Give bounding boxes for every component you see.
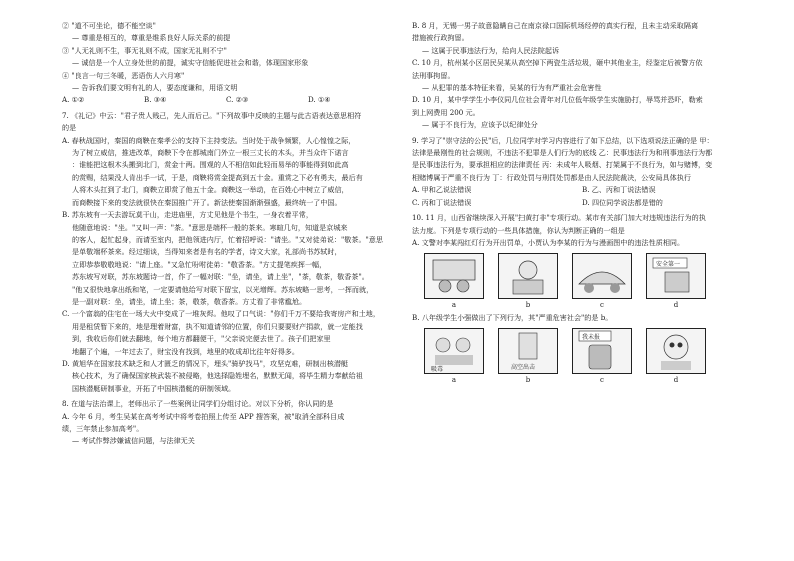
right-column xyxy=(412,20,752,387)
question-10 xyxy=(412,212,752,249)
cartoon-2c-caption: 我未报 xyxy=(582,334,601,342)
q7-text-line: 苏东坡写对联，苏东坡题诗一首，作了一幅对联："坐，请坐，请上坐"，"茶，敬茶，敬香茶"。 xyxy=(72,272,369,282)
q7-text-line: 的赏赐，结果没人肯出手一试，于是，商鞅将赏金提高到五十金。重赏之下必有勇夫，最后有 xyxy=(72,172,363,182)
cartoon-image-b xyxy=(498,253,558,299)
q7-text-line: A. 春秋战国时，秦国的商鞅在秦孝公的支持下主持变法。当时处于战争频繁，人心惶惶之际， xyxy=(62,135,356,145)
q7-text-line: 立即恭恭敬敬地说："请上座。"又急忙吩咐徒弟："敬香茶。"方丈提笔疾挥一幅， xyxy=(72,259,327,269)
label-2a: a xyxy=(451,376,457,385)
cartoon-2a-caption: 吸毒 xyxy=(431,366,444,374)
question-7 xyxy=(62,110,392,395)
q9-text-line: 是民事违法行为，要承担相应的法律责任 丙：未成年人吸烟、打架属于不良行为，如与赌博，变 xyxy=(412,160,713,170)
q7-text-line: 的客人，起忙起身，而请至室内，把他领进内厅，忙着招呼说："请坐。"又对徒弟说："敬茶。"意思 xyxy=(72,234,383,244)
cartoon-image-d xyxy=(646,253,706,299)
label-a: a xyxy=(451,301,457,310)
q7-text-line: 他随意地说："坐。"又叫一声："茶。"意思是端杯一般的茶来。寒暄几句，知道是京城来 xyxy=(72,222,348,232)
q7-text-line: 用是租赁暂下来的，地是理着财富，执不知道请邻的位置，你们只要要财产捐款，就一定能找 xyxy=(72,321,363,331)
q7-text-line: C. 一个富翁的住宅在一场大火中变成了一堆灰烬。他叹了口气说："你们千万不要给我寄房产和土地， xyxy=(62,309,380,319)
q6-statement-line: ④ "良言一句三冬暖，恶语伤人六月寒" xyxy=(62,70,185,80)
q7-text-line: 人将木头扛到了北门，商鞅立即赏了他五十金。商鞅这一举动，在百姓心中树立了威信， xyxy=(72,185,349,195)
question-9 xyxy=(412,135,752,185)
q6-option-a[interactable]: A. ①② xyxy=(62,95,85,105)
cartoon-image-2c xyxy=(572,328,632,374)
q8-text-line: 措施被行政拘留。 xyxy=(412,33,469,43)
q7-text-line: 的是 xyxy=(62,123,77,133)
cartoon-row-2-labels xyxy=(412,374,752,386)
q6-statement-line: ③ "人无礼则不生，事无礼则不成，国家无礼则不宁" xyxy=(62,45,227,55)
label-d: d xyxy=(673,301,679,310)
q6-option-d[interactable]: D. ①④ xyxy=(308,95,331,105)
q7-text-line: 是单敬端杯茶来。经过细谈，当得知来者是有名的学者，诗文大家，礼部尚书苏轼时， xyxy=(72,247,342,257)
q8-text-line: B. 8 月，无锡一男子故意隐瞒自己在南京禄口国际机场经停的真实行程，且未主动采取隔离 xyxy=(412,21,699,30)
q9-option-d[interactable]: D. 四位同学说法都是错的 xyxy=(582,197,663,207)
q7-text-line: ：谁能把这根木头搬到北门，赏金十两。围观的人不相信如此轻而易举的事能得到如此高 xyxy=(72,160,349,170)
q6-statement-line: ② "道不可坐论，德不能空谈" xyxy=(62,21,156,30)
q6-statement-line: — 告诉我们要文明有礼的人，要态度谦和，用语文明 xyxy=(72,83,238,93)
q7-text-line: 7. 《礼记》中云："君子贵人贱己，先人而后己。"下列故事中反映的主题与此古语表达意思相符 xyxy=(62,110,362,120)
q7-text-line: 核心技术，为了确保国家核武装不被侵略，他选择隐姓埋名，默默无闻，将毕生精力奉献给祖 xyxy=(72,371,363,381)
q9-option-a[interactable]: A. 甲和乙说法错误 xyxy=(412,185,472,195)
q6-statement-line: — 诚信是一个人立身处世的前提，诚实守信能促进社会和谐，体现国家形象 xyxy=(72,58,309,68)
q10-b-statement: B. 八年级学生小强做出了下列行为，其"严重危害社会"的是 b。 xyxy=(412,312,613,322)
cartoon-image-2b xyxy=(498,328,558,374)
q8-text-line: 法刑事拘留。 xyxy=(412,70,455,80)
label-b: b xyxy=(525,301,531,310)
q6-statement-line: — 尊重是相互的，尊重是维系良好人际关系的前提 xyxy=(72,33,231,43)
q7-text-line: 而商鞅接下来的变法就很快在秦国推广开了。新法使秦国渐渐强盛，最终统一了中国。 xyxy=(72,197,342,207)
q6-statements xyxy=(62,20,392,94)
q9-options-row1 xyxy=(412,184,752,196)
q8-text-line: A. 今年 6 月，考生吴某在高考考试中将考卷拍照上传至 APP 搜答案，被"取消全部科目成 xyxy=(62,411,345,421)
cartoon-row-2 xyxy=(412,328,752,374)
q8-text-line: — 这属于民事违法行为，给向人民法院起诉 xyxy=(422,45,560,55)
q10-text-line: 法力度。下列是专项行动的一些具体措施，你认为判断正确的一组是 xyxy=(412,225,625,235)
q7-text-line: 是一副对联：坐，请坐，请上坐；茶，敬茶，敬香茶。方丈看了非常尴尬。 xyxy=(72,296,307,306)
q10-text-line: 10. 11 月，山西省继续深入开展"扫黄打非"专项行动。某市有关部门加大对违规违法行为的执 xyxy=(412,213,706,223)
q8-text-line: D. 10 月，某中学学生小李仪同几位社会青年对几位低年级学生实施胁打，辱骂并恐吓，勒索 xyxy=(412,95,703,105)
q9-text-line: 法律是最刚性的社会规则，不违法不犯罪是人们行为的底线 乙：民事违法行为和刑事违法行为都 xyxy=(412,148,713,158)
q8-text-line: — 从犯罪的基本特征来看，吴某的行为有严重社会危害性 xyxy=(422,83,602,93)
q6-option-c[interactable]: C. ②③ xyxy=(226,95,249,105)
q9-text-line: 9. 学习了"崇守法的公民"后，几位同学对学习内容进行了如下总结，以下选项说法正确的是 甲： xyxy=(412,135,714,145)
q8-text-line: 到上网费用 200 元。 xyxy=(412,107,480,117)
q8-text-line: C. 10 月，杭州某小区居民吴某从高空掉下两瓷生活垃圾，砸中其他业主，经鉴定后被警方依 xyxy=(412,58,703,68)
cartoon-image-c xyxy=(572,253,632,299)
label-c: c xyxy=(600,301,604,310)
q7-text-line: D. 黄旭华在国家技术缺乏和人才匮乏的情况下，埋头"骑驴找马"，攻坚克难，研制出核潜艇 xyxy=(62,358,349,368)
q7-text-line: 到，我收后你们就去翻地，每个地方都翻便干，"父亲说完便去世了。孩子们把家里 xyxy=(72,334,331,344)
cartoon-d-caption: 安全第一 xyxy=(656,261,681,269)
q7-text-line: 为了树立威信，推进改革，商鞅下令在都城南门外立一根三丈长的木头，并当众许下诺言 xyxy=(72,148,349,158)
q7-text-line: B. 苏东坡有一天去游玩莫干山，走进庙里，方丈见他是个书生，一身衣着平常， xyxy=(62,210,313,220)
cartoon-row-1 xyxy=(412,253,752,299)
label-2d: d xyxy=(673,376,679,385)
q9-option-b[interactable]: B. 乙、丙和丁说法错误 xyxy=(582,185,656,195)
q7-text-line: "他又很快地拿出纸和笔，一定要请他给写对联下留宝，以光增辉。苏东坡略一思考，一挥而就， xyxy=(72,284,374,294)
cartoon-row-1-labels xyxy=(412,299,752,311)
q8-text-line: — 属于不良行为，应该予以纪律处分 xyxy=(422,120,538,130)
q6-option-b[interactable]: B. ③④ xyxy=(144,95,167,105)
cartoon-image-a xyxy=(424,253,484,299)
cartoon-image-2a xyxy=(424,328,484,374)
q8-text-line: 绩，三年禁止参加高考"。 xyxy=(62,424,144,433)
label-2b: b xyxy=(525,376,531,385)
label-2c: c xyxy=(600,376,604,385)
q7-text-line: 地翻了个遍，一年过去了，财宝没有找到，地里的收成却比往年好得多。 xyxy=(72,346,299,356)
q9-options-row2 xyxy=(412,197,752,209)
q6-options xyxy=(62,94,392,106)
q8-text-line: 8. 在道与法治课上，老师出示了一些案例让同学们分组讨论。对以下分析，你认同的是 xyxy=(62,399,334,409)
cartoon-image-2d xyxy=(646,328,706,374)
q8-text-line: — 考试作弊涉嫌诚信问题，与法律无关 xyxy=(72,436,195,446)
q10-text-line: A. 文警对李某闯红灯行为开出罚单，小贾认为李某的行为与漫画图中的违法性质相同。 xyxy=(412,237,685,247)
q9-option-c[interactable]: C. 丙和丁说法错误 xyxy=(412,197,472,207)
cartoon-2b-caption: 高空出击 xyxy=(511,364,536,372)
q7-text-line: 国核潜艇研制事业，开拓了中国核潜艇的研制领域。 xyxy=(72,383,236,393)
left-column xyxy=(62,20,392,448)
question-8-continued xyxy=(412,20,752,132)
question-8 xyxy=(62,398,392,448)
q9-text-line: 相赌博属于严重不良行为 丁：行政处罚与刑罚处罚都是由人民法院裁决，公安局具体执行 xyxy=(412,172,691,182)
